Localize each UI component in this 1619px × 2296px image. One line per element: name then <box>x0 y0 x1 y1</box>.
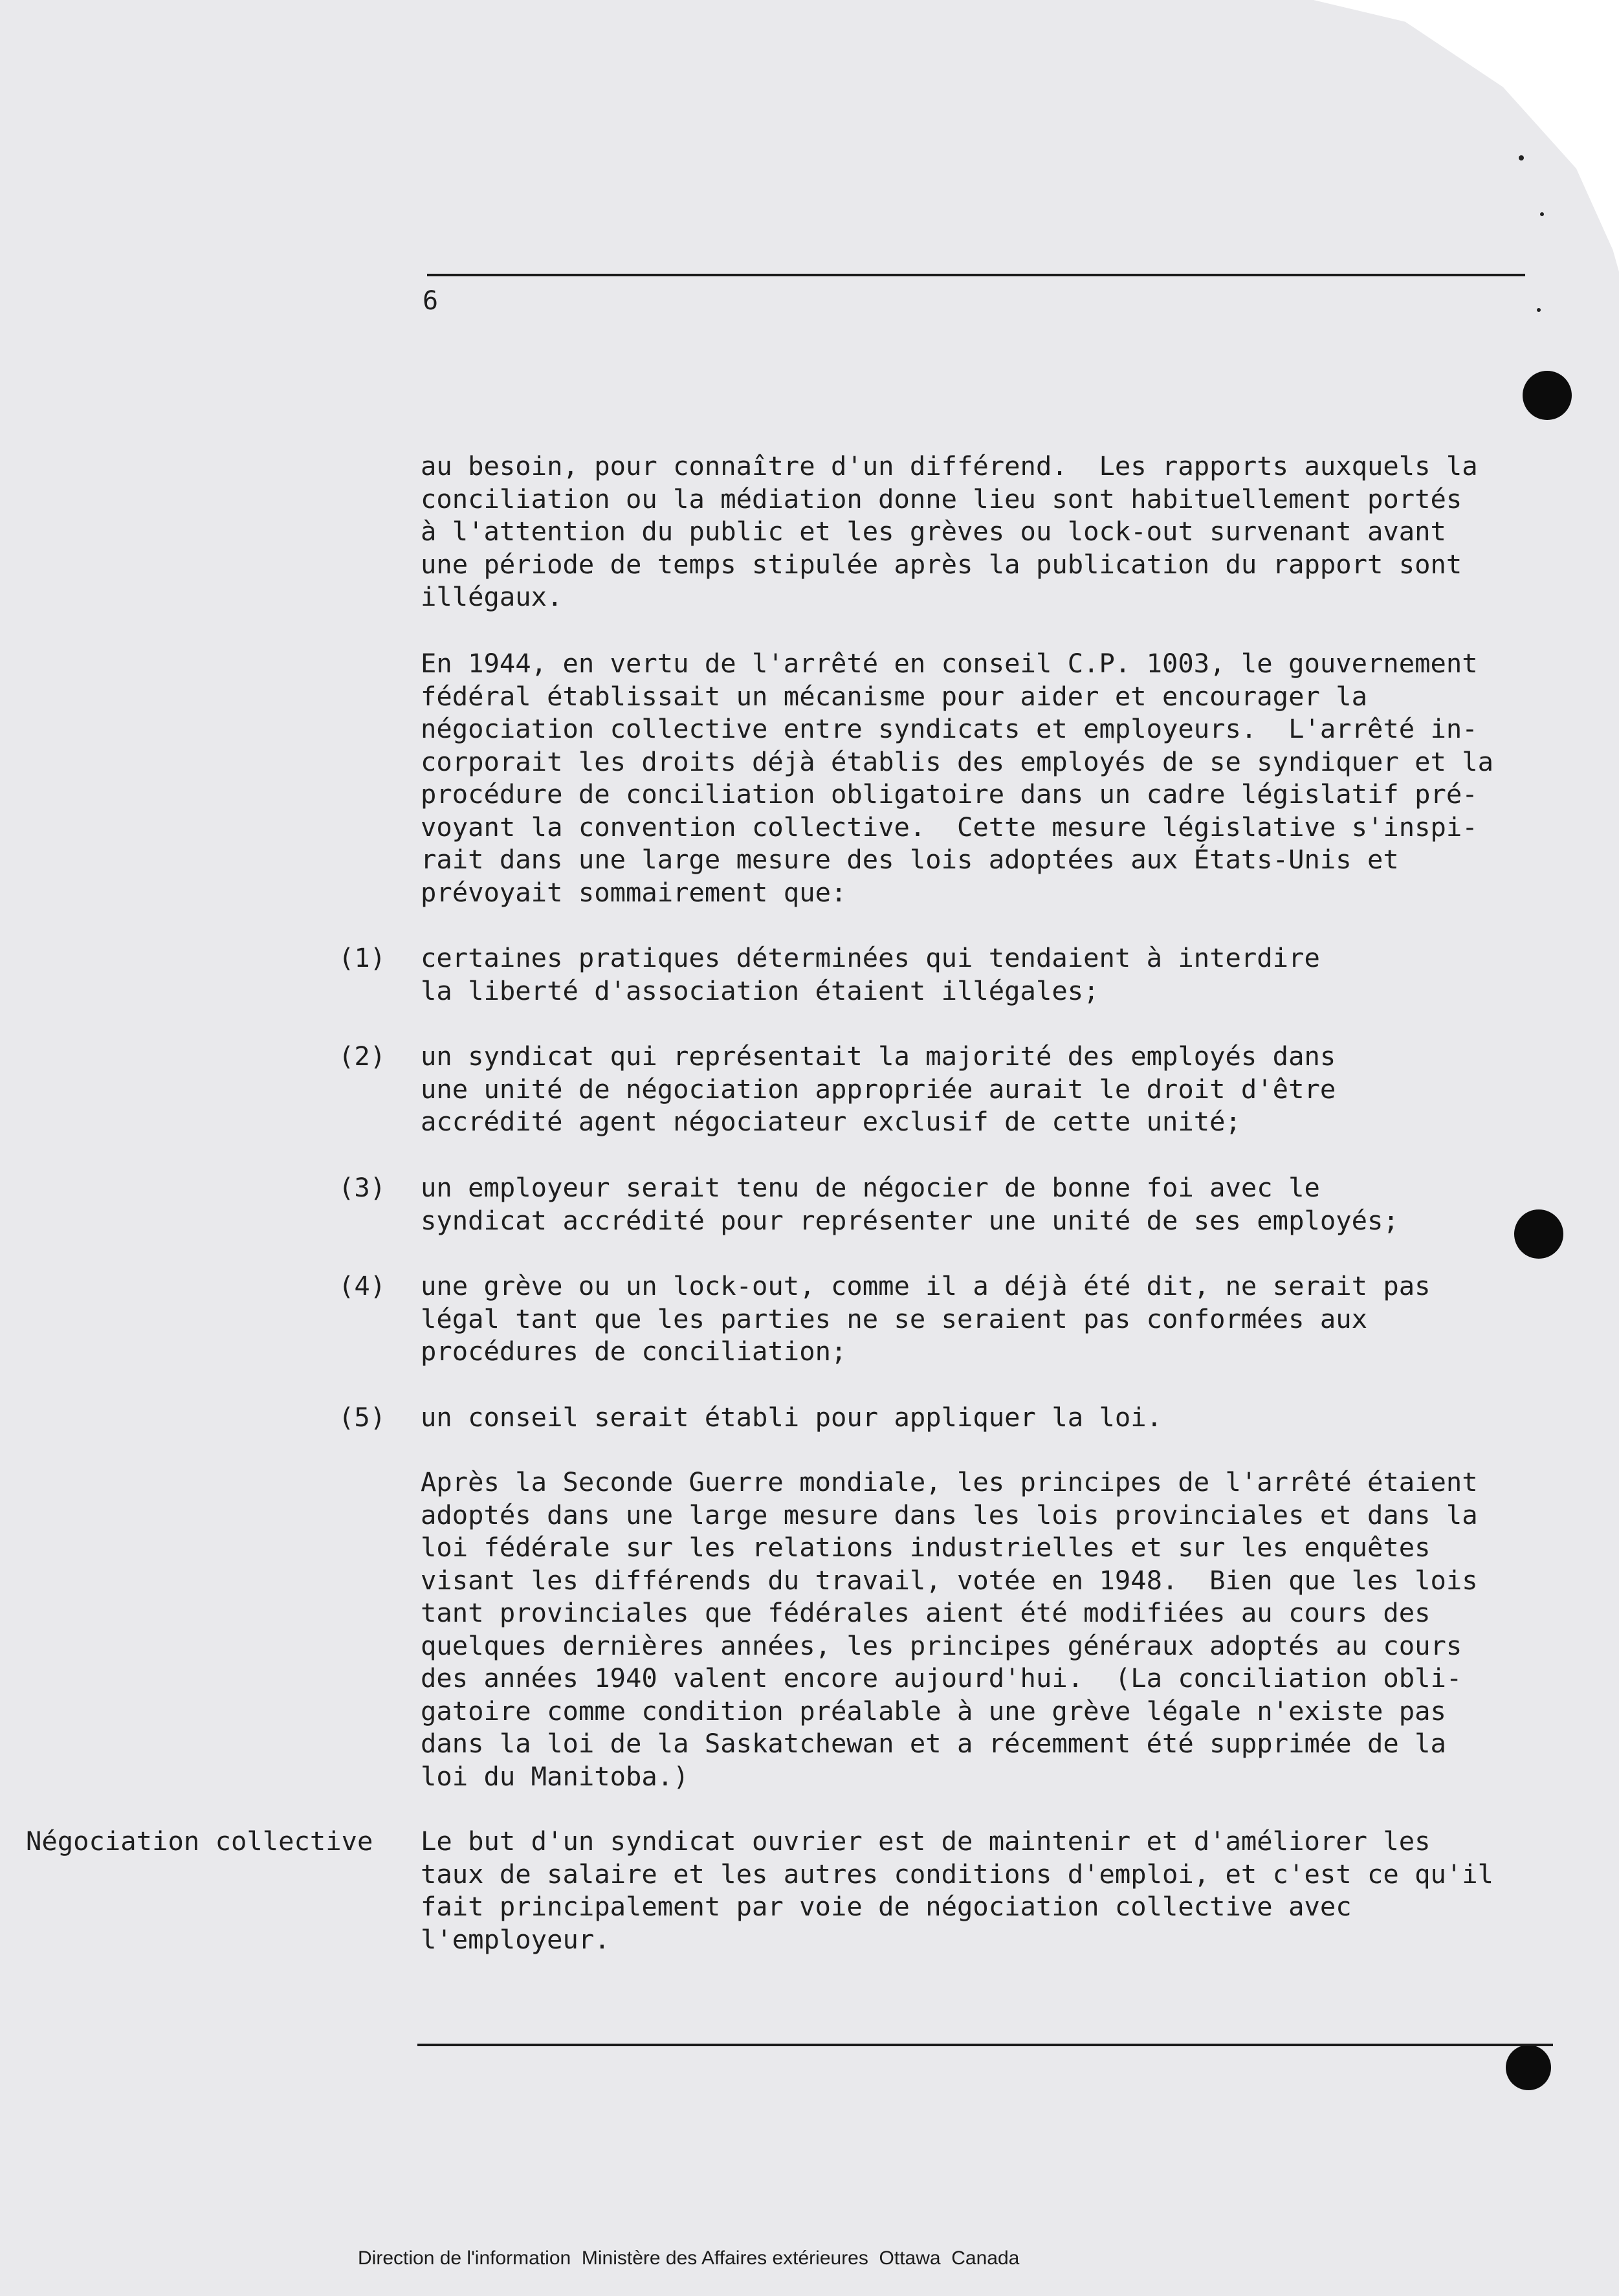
speck <box>1540 212 1544 216</box>
bottom-rule <box>417 2044 1553 2046</box>
paragraph-postwar: Après la Seconde Guerre mondiale, les principes de l'arrêté étaient adoptés dans une large mesure dans les lois provinciales et dans la loi fédérale sur les relations industrielles et sur les enquêtes visant les différends du travail, votée en 1948. Bien que les lois tant provinciales que fédérales aient été modifiées au cours des quelques dernières années, les principes généraux adoptés au cours des années 1940 valent encore aujourd'hui. (La conciliation obli- gatoire comme condition préalable à une grève légale n'existe pas dans la loi de la Saskatchewan et a récemment été supprimée de la loi du Manitoba.) <box>421 1466 1478 1792</box>
torn-corner <box>1314 0 1619 272</box>
list-item <box>0 1171 1540 1275</box>
list-item <box>0 942 1540 1045</box>
list-item-text: un conseil serait établi pour appliquer la loi. <box>421 1402 1163 1433</box>
list-item <box>0 1270 1540 1373</box>
punch-hole <box>1523 371 1572 420</box>
list-item-text: un syndicat qui représentait la majorité des employés dans une unité de négociation appropriée aurait le droit d'être accrédité agent négociateur exclusif de cette unité; <box>421 1041 1336 1137</box>
paragraph-conciliation: au besoin, pour connaître d'un différend. Les rapports auxquels la conciliation ou la médiation donne lieu sont habituellement portés à l'attention du public et les grèves ou lock-out survenant avant une période de temps stipulée après la publication du rapport sont illégaux. <box>421 450 1478 612</box>
list-item-number: (4) <box>338 1270 386 1301</box>
top-rule <box>427 274 1525 276</box>
margin-heading: Négociation collective <box>26 1826 373 1857</box>
page-number: 6 <box>423 286 439 316</box>
speck <box>1519 155 1524 160</box>
list-item-number: (5) <box>338 1402 386 1433</box>
list-item <box>0 1040 1540 1143</box>
paragraph-1944-order: En 1944, en vertu de l'arrêté en conseil C.P. 1003, le gouvernement fédéral établissait un mécanisme pour aider et encourager la négociation collective entre syndicats et employeurs. L'arrêté in- corporait les droits déjà établis des employés de se syndiquer et la procédure de conciliation obligatoire dans un cadre législatif pré- voyant la convention collective. Cette mesure législative s'inspi- rait dans une large mesure des lois adoptées aux États-Unis et prévoyait sommairement que: <box>421 648 1494 908</box>
punch-hole <box>1506 2045 1551 2090</box>
footer-publisher: Direction de l'information Ministère des Affaires extérieures Ottawa Canada <box>358 2247 1020 2269</box>
list-item-text: certaines pratiques déterminées qui tendaient à interdire la liberté d'association étaient illégales; <box>421 942 1320 1006</box>
list-item-text: un employeur serait tenu de négocier de bonne foi avec le syndicat accrédité pour représenter une unité de ses employés; <box>421 1172 1399 1236</box>
list-item-number: (1) <box>338 942 386 973</box>
speck <box>1537 308 1541 312</box>
list-item-number: (3) <box>338 1172 386 1203</box>
list-item-number: (2) <box>338 1041 386 1072</box>
paragraph-collective-bargaining: Le but d'un syndicat ouvrier est de maintenir et d'améliorer les taux de salaire et les autres conditions d'emploi, et c'est ce qu'il fait principalement par voie de négociation collective avec l'employeur. <box>421 1826 1494 1955</box>
list-item-text: une grève ou un lock-out, comme il a déjà été dit, ne serait pas légal tant que les parties ne se seraient pas conformées aux procédures de conciliation; <box>421 1270 1431 1367</box>
